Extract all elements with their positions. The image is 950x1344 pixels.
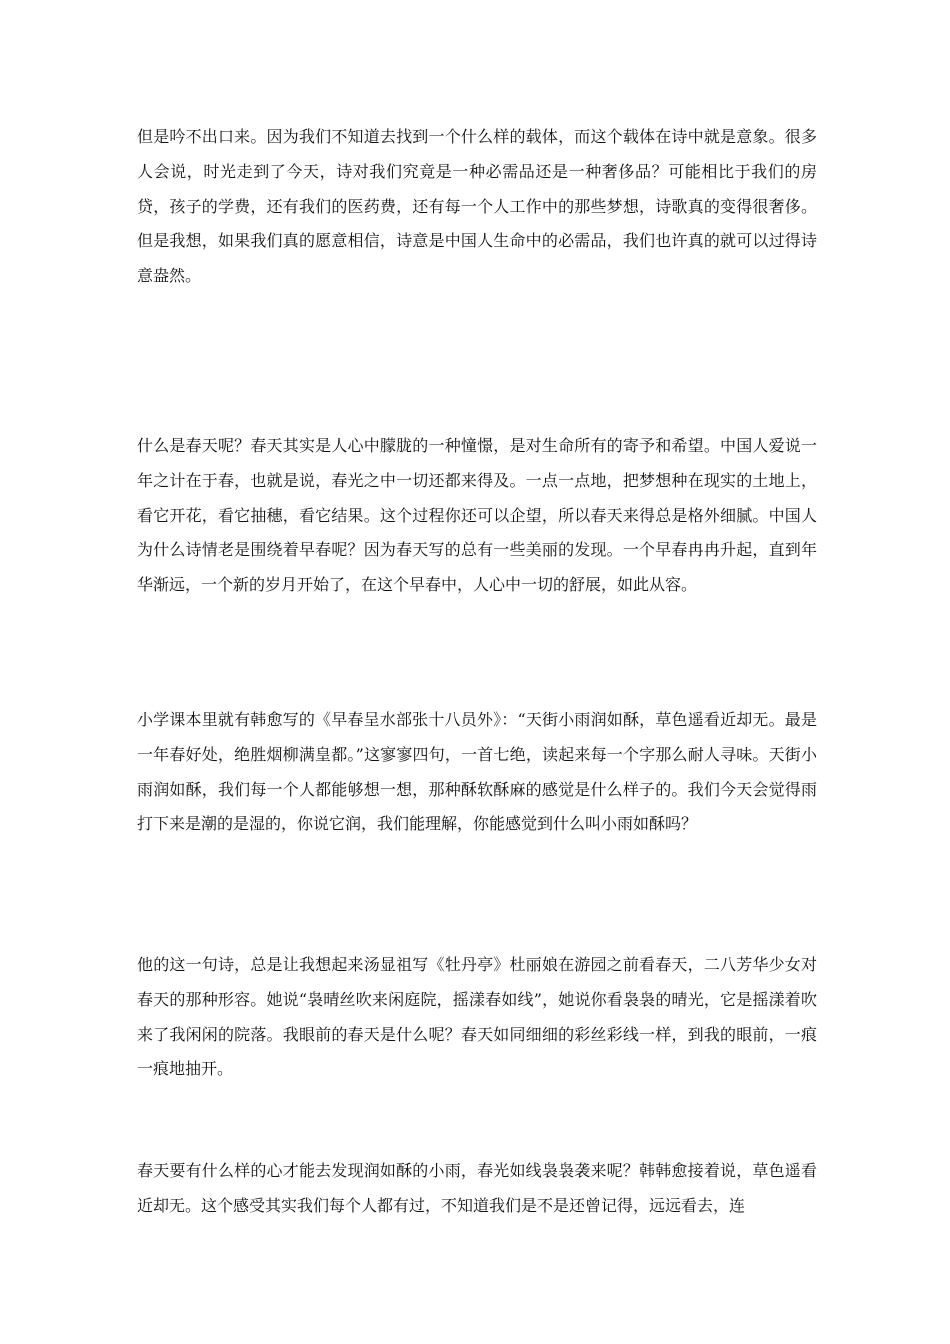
paragraph-peony-pavilion: 他的这一句诗，总是让我想起来汤显祖写《牡丹亭》杜丽娘在游园之前看春天，二八芳华少女对春天的那种形容。她说“袅晴丝吹来闲庭院，摇漾春如线”，她说你看袅袅的晴光，它是摇漾着吹来了我闲闲的院落。我眼前的春天是什么呢？春天如同细细的彩丝彩线一样，到我的眼前，一痕一痕地抽开。 — [137, 955, 817, 1079]
paragraph-what-is-spring: 什么是春天呢？春天其实是人心中朦胧的一种憧憬，是对生命所有的寄予和希望。中国人爱说一年之计在于春，也就是说，春光之中一切还都来得及。一点一点地，把梦想种在现实的土地上，看它开花，看它抽穗，看它结果。这个过程你还可以企望，所以春天来得总是格外细腻。中国人为什么诗情老是围绕着早春呢？因为春天写的总有一些美丽的发现。一个早春冉冉升起，直到年华渐远，一个新的岁月开始了，在这个早春中，人心中一切的舒展，如此从容。 — [137, 436, 817, 595]
paragraph-han-yu-poem: 小学课本里就有韩愈写的《早春呈水部张十八员外》：“天街小雨润如酥，草色遥看近却无。最是一年春好处，绝胜烟柳满皇都。”这寥寥四句，一首七绝，读起来每一个字那么耐人寻味。天街小雨润如酥，我们每一个人都能够想一想，那种酥软酥麻的感觉是什么样子的。我们今天会觉得雨打下来是潮的是湿的，你说它润，我们能理解，你能感觉到什么叫小雨如酥吗？ — [137, 710, 817, 834]
paragraph-poetry-necessity: 但是吟不出口来。因为我们不知道去找到一个什么样的载体，而这个载体在诗中就是意象。很多人会说，时光走到了今天，诗对我们究竟是一种必需品还是一种奢侈品？可能相比于我们的房贷，孩子的学费，还有我们的医药费，还有每一个人工作中的那些梦想，诗歌真的变得很奢侈。但是我想，如果我们真的愿意相信，诗意是中国人生命中的必需品，我们也许真的就可以过得诗意盎然。 — [137, 127, 817, 286]
paragraph-spring-heart: 春天要有什么样的心才能去发现润如酥的小雨，春光如线袅袅袭来呢？韩韩愈接着说，草色遥看近却无。这个感受其实我们每个人都有过，不知道我们是不是还曾记得，远远看去，连 — [137, 1161, 817, 1215]
